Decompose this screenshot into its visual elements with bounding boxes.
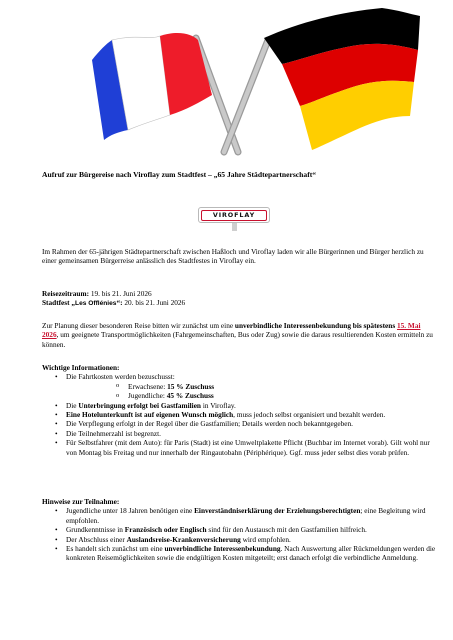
minors-text-2: ; eine Begleitung wird empfohlen. xyxy=(66,506,426,525)
list-item xyxy=(66,391,438,400)
festival-label xyxy=(42,298,123,307)
important-info-heading: Wichtige Informationen: xyxy=(42,363,120,372)
subsidy-list xyxy=(66,382,438,401)
nonbinding-bold: unverbindliche Interessenbekundung xyxy=(164,544,281,554)
list-item: • Die Verpflegung erfolgt in der Regel über die Gastfamilien; Details werden noch bekanntgegeben. xyxy=(42,419,438,428)
planning-text-1: Zur Planung dieser besonderen Reise bitten wir zunächst um eine xyxy=(42,321,235,330)
festival-label-suffix: “: xyxy=(116,298,123,308)
list-item xyxy=(66,382,438,391)
intro-paragraph: Im Rahmen der 65-jährigen Städtepartnerschaft zwischen Haßloch und Viroflay laden wir alle Bürgerinnen und Bürger herzlich zu einer gemeinsamen Bürgerreise anlässlich des Stadtfestes in Viroflay ein. xyxy=(42,247,424,266)
lodging-text-1: Die xyxy=(66,400,79,410)
festival-label-prefix: Stadtfest „ xyxy=(42,298,76,308)
nonbinding-text-2: . Nach Auswertung aller Rückmeldungen werden die konkreten Reisemöglichkeiten sowie die endgültigen Kosten mitgeteilt; erst danach erfolgt die verbindliche Anmeldung. xyxy=(66,544,436,563)
german-flag xyxy=(264,8,420,150)
flags-illustration xyxy=(0,0,453,160)
list-item: • Für Selbstfahrer (mit dem Auto): für Paris (Stadt) ist eine Umweltplakette Pflicht (Buchbar im Internet vorab). Gilt wohl nur von Montag bis Freitag und nur innerhalb der Ringautobahn (Périphérique). Ggf. muss jeder selbst dies vorab prüfen. xyxy=(42,438,438,457)
important-info-list xyxy=(42,372,438,457)
planning-text-2: , um geeignete Transportmöglichkeiten (Fahrgemeinschaften, Bus oder Zug) sowie die daraus resultierenden Kosten ermitteln zu können. xyxy=(42,330,433,349)
important-info-section xyxy=(42,363,438,457)
planning-paragraph xyxy=(42,321,438,349)
participation-notes-section xyxy=(42,497,438,563)
town-sign-post xyxy=(232,223,237,231)
travel-period-line xyxy=(42,289,438,298)
list-item xyxy=(42,535,438,544)
list-item xyxy=(42,544,438,563)
minors-bold: Einverständniserklärung der Erziehungsberechtigten xyxy=(194,506,361,516)
travel-period-value: 19. bis 21. Juni 2026 xyxy=(89,289,152,298)
language-text-2: sind für den Austausch mit den Gastfamilien hilfreich. xyxy=(206,525,367,535)
list-item: • Die Teilnehmerzahl ist begrenzt. xyxy=(42,429,438,438)
list-item xyxy=(42,372,438,400)
participation-notes-heading: Hinweise zur Teilnahme: xyxy=(42,497,120,506)
insurance-bold: Auslandsreise-Krankenversicherung xyxy=(126,534,241,544)
list-item xyxy=(42,525,438,534)
youth-label: Jugendliche: xyxy=(128,391,167,401)
travel-period-label: Reisezeitraum: xyxy=(42,289,90,298)
adults-value: 15 % Zuschuss xyxy=(167,381,215,391)
youth-value: 45 % Zuschuss xyxy=(166,391,214,401)
adults-label: Erwachsene: xyxy=(128,381,168,391)
festival-name: Les Offlénies xyxy=(75,300,117,308)
list-item xyxy=(42,410,438,419)
french-flag xyxy=(92,33,212,140)
town-sign-board xyxy=(198,207,270,223)
lodging-bold: Unterbringung erfolgt bei Gastfamilien xyxy=(78,400,201,410)
language-bold: Französisch oder Englisch xyxy=(124,525,207,535)
document-title: Aufruf zur Bürgereise nach Viroflay zum Stadtfest – „65 Jahre Städtepartnerschaft“ xyxy=(42,170,317,179)
festival-line xyxy=(42,298,438,308)
festival-value: 20. bis 21. Juni 2026 xyxy=(122,298,186,308)
crossed-flags-image xyxy=(0,0,453,160)
minors-text-1: Jugendliche unter 18 Jahren benötigen eine xyxy=(66,506,195,516)
lodging-text-2: in Viroflay. xyxy=(201,400,236,410)
costs-text: Die Fahrtkosten werden bezuschusst: xyxy=(66,372,175,382)
hotel-text: , muss jedoch selbst organisiert und bezahlt werden. xyxy=(233,410,386,420)
viroflay-town-sign xyxy=(198,207,270,231)
flag-pole-right-highlight xyxy=(224,40,268,152)
list-item xyxy=(42,401,438,410)
town-sign-text: VIROFLAY xyxy=(201,210,267,221)
insurance-text-1: Der Abschluss einer xyxy=(66,534,127,544)
participation-notes-list xyxy=(42,506,438,562)
list-item xyxy=(42,506,438,525)
insurance-text-2: wird empfohlen. xyxy=(240,534,291,544)
dates-block xyxy=(42,289,438,309)
nonbinding-text-1: Es handelt sich zunächst um eine xyxy=(66,544,165,554)
language-text-1: Grundkenntnisse in xyxy=(66,525,125,535)
hotel-bold: Eine Hotelunterkunft ist auf eigenen Wunsch möglich xyxy=(66,410,234,420)
planning-bold: unverbindliche Interessenbekundung bis spätestens xyxy=(234,321,397,330)
deadline-date: 15. Mai 2026 xyxy=(42,321,421,340)
